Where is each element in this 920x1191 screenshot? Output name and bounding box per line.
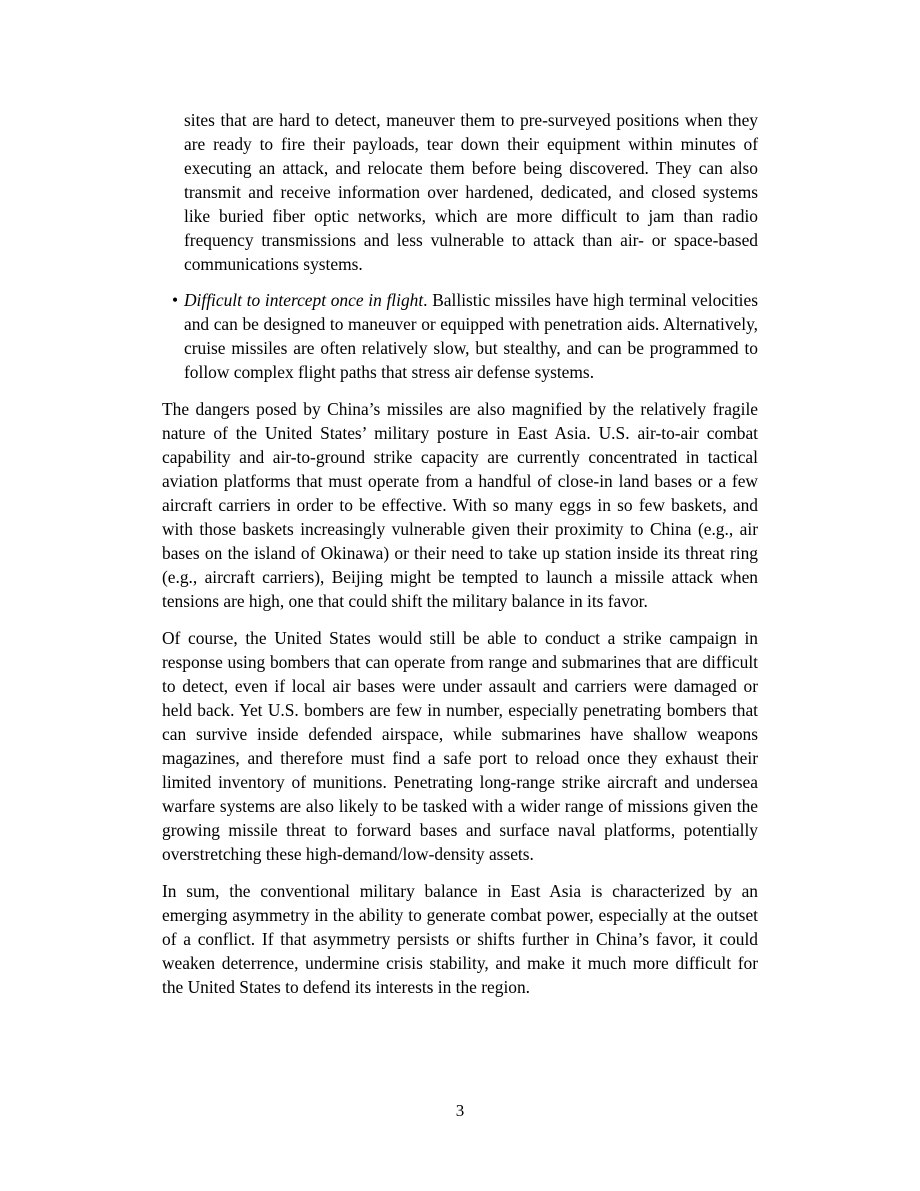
page-number: 3 xyxy=(455,1101,465,1120)
paragraph-missile-dangers: The dangers posed by China’s missiles are also magnified by the relatively fragile nature of the United States’ military posture in East Asia. U.S. air-to-air combat capability and air-to-ground strike capacity are currently concentrated in tactical aviation platforms that must operate from a handful of close-in land bases or a few aircraft carriers in order to be effective. With so many eggs in so few baskets, and with those baskets increasingly vulnerable given their proximity to China (e.g., air bases on the island of Okinawa) or their need to take up station inside its threat ring (e.g., aircraft carriers), Beijing might be tempted to launch a missile attack when tensions are high, one that could shift the military balance in its favor. xyxy=(162,399,758,611)
body-text xyxy=(162,108,758,999)
bullet-lead: Difficult to intercept once in flight xyxy=(184,290,424,310)
continuation-paragraph: sites that are hard to detect, maneuver them to pre-surveyed positions when they are ready to fire their payloads, tear down their equipment within minutes of executing an attack, and relocate them before being discovered. They can also transmit and receive information over hardened, dedicated, and closed systems like buried fiber optic networks, which are more difficult to jam than radio frequency transmissions and less vulnerable to attack than air- or space-based communications systems. xyxy=(184,110,758,274)
paragraph-strike-campaign: Of course, the United States would still be able to conduct a strike campaign in response using bombers that can operate from range and submarines that are difficult to detect, even if local air bases were under assault and carriers were damaged or held back. Yet U.S. bombers are few in number, especially penetrating bombers that can survive inside defended airspace, while submarines have shallow weapons magazines, and therefore must find a safe port to reload once they exhaust their limited inventory of munitions. Penetrating long-range strike aircraft and undersea warfare systems are also likely to be tasked with a wider range of missions given the growing missile threat to forward bases and surface naval platforms, potentially overstretching these high-demand/low-density assets. xyxy=(162,628,758,864)
bullet-marker: • xyxy=(172,290,179,310)
paragraph-summary: In sum, the conventional military balance in East Asia is characterized by an emerging asymmetry in the ability to generate combat power, especially at the outset of a conflict. If that asymmetry persists or shifts further in China’s favor, it could weaken deterrence, undermine crisis stability, and make it much more difficult for the United States to defend its interests in the region. xyxy=(162,881,758,997)
bullet-text: . Ballistic missiles have high terminal velocities and can be designed to maneuver or equipped with penetration aids. Alternatively, cruise missiles are often relatively slow, but stealthy, and can be programmed to follow complex flight paths that stress air defense systems. xyxy=(184,290,758,382)
bullet-item xyxy=(162,288,758,384)
